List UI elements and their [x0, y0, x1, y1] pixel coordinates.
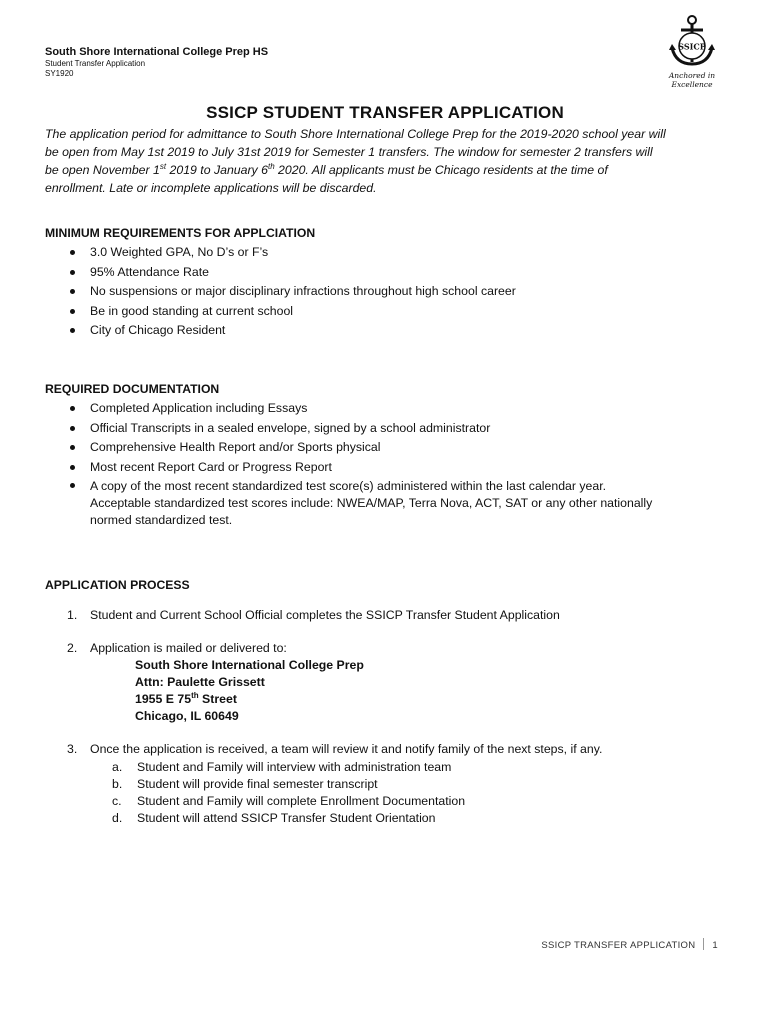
step-number: 1.	[67, 608, 78, 622]
list-item	[45, 302, 735, 322]
substep-list	[45, 759, 465, 827]
anchor-icon	[666, 14, 718, 70]
school-year: SY1920	[45, 69, 74, 78]
process-heading: APPLICATION PROCESS	[45, 578, 190, 592]
step-number: 2.	[67, 641, 78, 655]
list-item-text: 95% Attendance Rate	[90, 264, 209, 279]
intro-line: 2020. All applicants must be Chicago residents at the time of	[274, 163, 608, 177]
superscript: th	[267, 161, 275, 171]
substep-letter: d.	[112, 811, 123, 825]
address-city: Chicago, IL 60649	[135, 709, 239, 723]
superscript: st	[159, 161, 167, 171]
address-name: South Shore International College Prep	[135, 658, 364, 672]
intro-line: enrollment. Late or incomplete applications will be discarded.	[45, 181, 377, 195]
list-item	[45, 243, 735, 263]
substep-text: Student will provide final semester transcript	[137, 777, 378, 791]
list-item	[45, 810, 465, 827]
list-item-text: No suspensions or major disciplinary infractions throughout high school career	[90, 284, 516, 298]
documentation-list	[45, 399, 735, 529]
substep-text: Student and Family will complete Enrollment Documentation	[137, 794, 466, 808]
list-item	[45, 282, 735, 302]
address-street	[135, 691, 364, 708]
page-number: 1	[712, 940, 718, 951]
intro-line: 2019 to January 6	[166, 163, 268, 177]
substep-text: Student will attend SSICP Transfer Student Orientation	[137, 811, 436, 825]
bullet-icon	[70, 426, 75, 431]
intro-line: The application period for admittance to South Shore International College Prep for the 2019-2020 school year will	[45, 127, 666, 141]
bullet-icon	[70, 309, 75, 314]
list-item	[45, 759, 465, 776]
list-item	[45, 477, 735, 529]
requirements-heading: MINIMUM REQUIREMENTS FOR APPLCIATION	[45, 226, 316, 240]
step-text: Once the application is received, a team will review it and notify family of the next steps, if any.	[90, 742, 603, 756]
street-number: 1955 E 75	[135, 692, 192, 706]
step-text: Application is mailed or delivered to:	[90, 641, 287, 655]
list-item-text: Official Transcripts in a sealed envelope, signed by a school administrator	[90, 420, 491, 435]
list-item	[45, 776, 465, 793]
page-title: SSICP STUDENT TRANSFER APPLICATION	[206, 103, 564, 122]
list-item-text: Acceptable standardized test scores include: NWEA/MAP, Terra Nova, ACT, SAT or any other nationally	[90, 496, 653, 510]
document-header	[45, 46, 268, 79]
list-item	[45, 321, 735, 341]
list-item-text: Most recent Report Card or Progress Report	[90, 459, 332, 474]
list-item-text: Comprehensive Health Report and/or Sports physical	[90, 440, 381, 454]
bullet-icon	[70, 445, 75, 450]
step-text: Student and Current School Official completes the SSICP Transfer Student Application	[90, 608, 560, 622]
substep-letter: b.	[112, 777, 123, 791]
list-item-text: Completed Application including Essays	[90, 401, 308, 415]
bullet-icon	[70, 406, 75, 411]
list-item	[45, 419, 735, 439]
intro-line: be open from May 1st 2019 to July 31st 2019 for Semester 1 transfers. The window for semester 2 transfers will	[45, 145, 653, 159]
street-name: Street	[198, 692, 237, 706]
substep-letter: a.	[112, 760, 123, 774]
bullet-icon	[70, 328, 75, 333]
list-item-text: normed standardized test.	[90, 513, 233, 527]
school-logo	[652, 14, 732, 89]
list-item	[45, 263, 735, 283]
list-item-text: Be in good standing at current school	[90, 303, 294, 318]
requirements-list	[45, 243, 735, 341]
header-subtitle: Student Transfer Application	[45, 59, 146, 68]
list-item	[45, 399, 735, 419]
bullet-icon	[70, 270, 75, 275]
list-item-text: A copy of the most recent standardized test score(s) administered within the last calendar year.	[90, 479, 607, 493]
substep-letter: c.	[112, 794, 122, 808]
footer-label: SSICP TRANSFER APPLICATION	[541, 940, 696, 951]
logo-text: SSICP	[678, 41, 706, 52]
page-footer	[541, 938, 718, 951]
list-item-text: 3.0 Weighted GPA, No D’s or F’s	[90, 245, 269, 259]
intro-paragraph	[45, 125, 735, 197]
bullet-icon	[70, 465, 75, 470]
bullet-icon	[70, 250, 75, 255]
logo-tagline: Anchored in Excellence	[668, 71, 716, 89]
documentation-heading: REQUIRED DOCUMENTATION	[45, 382, 220, 396]
mailing-address	[135, 657, 364, 725]
address-attn: Attn: Paulette Grissett	[135, 675, 265, 689]
school-name: South Shore International College Prep HS	[45, 46, 269, 58]
list-item	[45, 458, 735, 478]
bullet-icon	[70, 289, 75, 294]
list-item	[45, 438, 735, 458]
intro-line: be open November 1	[45, 163, 160, 177]
list-item	[45, 793, 465, 810]
step-number: 3.	[67, 742, 78, 756]
footer-divider	[703, 938, 704, 950]
substep-text: Student and Family will interview with administration team	[137, 760, 452, 774]
bullet-icon	[70, 483, 75, 488]
superscript: th	[191, 690, 199, 700]
list-item-text: City of Chicago Resident	[90, 323, 226, 337]
